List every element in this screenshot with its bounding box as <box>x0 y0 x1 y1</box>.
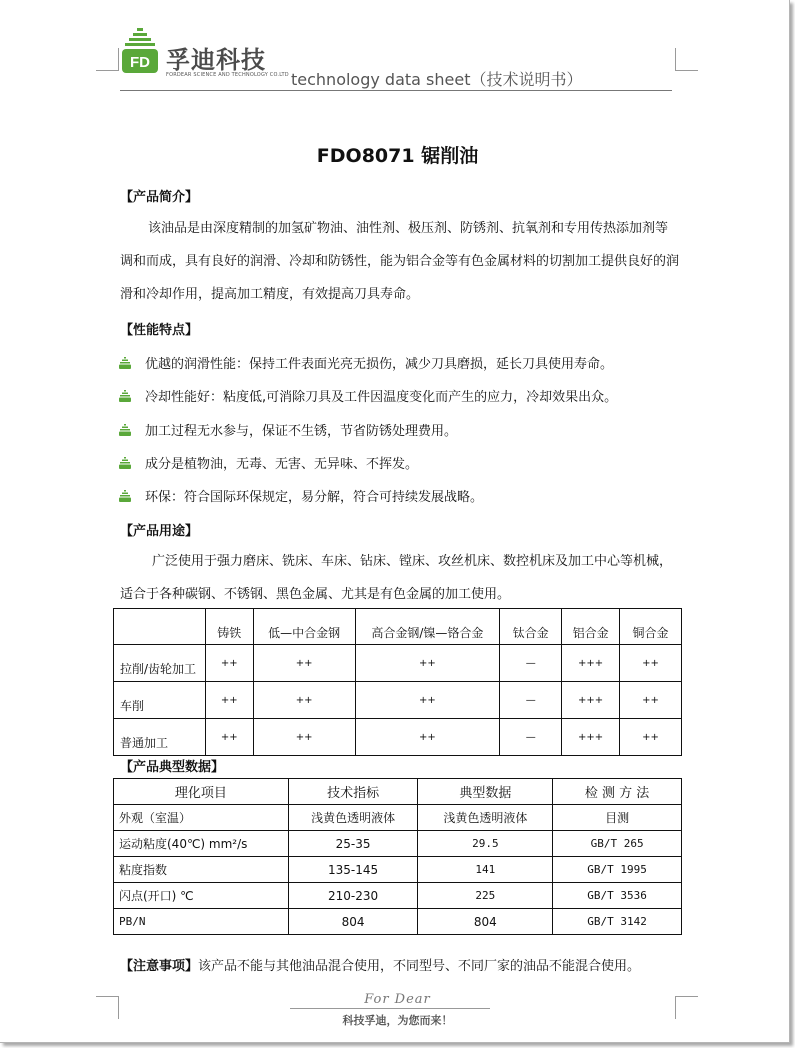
table-cell: ++ <box>620 645 682 682</box>
table-cell: — <box>500 682 562 719</box>
footer-divider <box>290 1008 490 1009</box>
table-cell: ++ <box>620 719 682 756</box>
table-cell: 拉削/齿轮加工 <box>114 645 206 682</box>
leaf-bullet-icon <box>118 424 132 436</box>
table-cell: 804 <box>418 909 553 935</box>
table-cell: 210-230 <box>288 883 418 909</box>
intro-text: 该油品是由深度精制的加氢矿物油、油性剂、极压剂、防锈剂、抗氧剂和专用传热添加剂等调和而成，具有良好的润滑、冷却和防锈性，能为铝合金等有色金属材料的切割加工提供良好的润滑和冷却作用，提高加工精度，有效提高刀具寿命。 <box>120 221 680 302</box>
feature-item: 环保：符合国际环保规定，易分解，符合可持续发展战略。 <box>118 486 483 505</box>
typical-data-table <box>113 778 682 935</box>
table-cell: 普通加工 <box>114 719 206 756</box>
table-row <box>114 805 682 831</box>
table-row <box>114 719 682 756</box>
table-cell: ++ <box>205 719 253 756</box>
table-cell: PB/N <box>114 909 289 935</box>
intro-paragraph <box>120 212 680 311</box>
feature-item: 冷却性能好：粘度低,可消除刀具及工件因温度变化而产生的应力，冷却效果出众。 <box>118 386 617 405</box>
table-cell: 804 <box>288 909 418 935</box>
table-header-row <box>114 779 682 805</box>
table-cell: +++ <box>562 645 620 682</box>
table-cell: 粘度指数 <box>114 857 289 883</box>
table-header-cell: 铸铁 <box>205 609 253 645</box>
header-title: technology data sheet（技术说明书） <box>291 70 583 89</box>
leaf-bullet-icon <box>118 490 132 502</box>
section-heading-precautions: 【注意事项】 <box>120 959 199 974</box>
usage-table <box>113 608 682 756</box>
footer-script-logo: For Dear <box>364 992 431 1007</box>
table-cell: 141 <box>418 857 553 883</box>
table-cell: ++ <box>355 645 500 682</box>
table-cell: 运动粘度(40℃) mm²/s <box>114 831 289 857</box>
table-header-row <box>114 609 682 645</box>
table-cell: GB/T 3142 <box>553 909 682 935</box>
table-cell: ++ <box>205 645 253 682</box>
leaf-bullet-icon <box>118 457 132 469</box>
table-cell: ++ <box>205 682 253 719</box>
header-divider <box>120 90 672 91</box>
document-title: FDO8071 锯削油 <box>316 145 479 167</box>
table-cell: 25-35 <box>288 831 418 857</box>
section-heading-typical-data: 【产品典型数据】 <box>120 760 225 775</box>
table-header-cell: 技术指标 <box>288 779 418 805</box>
table-cell: +++ <box>562 719 620 756</box>
section-heading-intro: 【产品简介】 <box>120 190 199 205</box>
table-cell: ++ <box>355 682 500 719</box>
table-cell: 225 <box>418 883 553 909</box>
svg-text:FD: FD <box>130 54 150 71</box>
leaf-bullet-icon <box>118 357 132 369</box>
table-cell: 浅黄色透明液体 <box>288 805 418 831</box>
table-header-cell: 典型数据 <box>418 779 553 805</box>
feature-item: 加工过程无水参与，保证不生锈，节省防锈处理费用。 <box>118 420 457 439</box>
table-cell: ++ <box>253 682 355 719</box>
table-header-cell: 理化项目 <box>114 779 289 805</box>
fordear-logo-icon <box>120 28 160 80</box>
table-cell: — <box>500 645 562 682</box>
table-header-cell: 检 测 方 法 <box>553 779 682 805</box>
feature-item: 优越的润滑性能：保持工件表面光亮无损伤，减少刀具磨损，延长刀具使用寿命。 <box>118 353 613 372</box>
table-row <box>114 645 682 682</box>
table-cell: 车削 <box>114 682 206 719</box>
footer-slogan: 科技孚迪，为您而来！ <box>342 1014 453 1027</box>
section-heading-features: 【性能特点】 <box>120 323 199 338</box>
usage-text: 广泛使用于强力磨床、铣床、车床、钻床、镗床、攻丝机床、数控机床及加工中心等机械，适合于各种碳钢、不锈钢、黑色金属、尤其是有色金属的加工使用。 <box>120 554 673 602</box>
table-cell: 浅黄色透明液体 <box>418 805 553 831</box>
table-header-cell: 钛合金 <box>500 609 562 645</box>
table-cell: 闪点(开口) ℃ <box>114 883 289 909</box>
table-cell: — <box>500 719 562 756</box>
table-cell: ++ <box>253 719 355 756</box>
table-header-cell: 低—中合金钢 <box>253 609 355 645</box>
table-cell: 外观（室温） <box>114 805 289 831</box>
table-row <box>114 682 682 719</box>
precautions-line <box>120 955 640 974</box>
table-row <box>114 909 682 935</box>
table-header-cell: 铝合金 <box>562 609 620 645</box>
table-row <box>114 857 682 883</box>
table-header-cell: 高合金钢/镍—铬合金 <box>355 609 500 645</box>
table-header-cell <box>114 609 206 645</box>
brand-name-cn: 孚迪科技 <box>166 46 266 74</box>
crop-mark-top-right <box>675 48 698 71</box>
table-cell: GB/T 1995 <box>553 857 682 883</box>
precautions-text: 该产品不能与其他油品混合使用，不同型号、不同厂家的油品不能混合使用。 <box>198 959 641 974</box>
table-cell: GB/T 3536 <box>553 883 682 909</box>
leaf-bullet-icon <box>118 390 132 402</box>
table-cell: 29.5 <box>418 831 553 857</box>
crop-mark-top-left <box>96 48 119 71</box>
table-cell: 目测 <box>553 805 682 831</box>
table-row <box>114 883 682 909</box>
table-cell: ++ <box>355 719 500 756</box>
table-cell: ++ <box>620 682 682 719</box>
table-row <box>114 831 682 857</box>
table-cell: GB/T 265 <box>553 831 682 857</box>
section-heading-usage: 【产品用途】 <box>120 524 199 539</box>
table-cell: 135-145 <box>288 857 418 883</box>
table-header-cell: 铜合金 <box>620 609 682 645</box>
table-cell: +++ <box>562 682 620 719</box>
feature-item: 成分是植物油，无毒、无害、无异味、不挥发。 <box>118 453 418 472</box>
table-cell: ++ <box>253 645 355 682</box>
brand-name-en: FORDEAR SCIENCE AND TECHNOLOGY CO.LTD <box>166 72 289 78</box>
usage-paragraph <box>120 545 680 611</box>
